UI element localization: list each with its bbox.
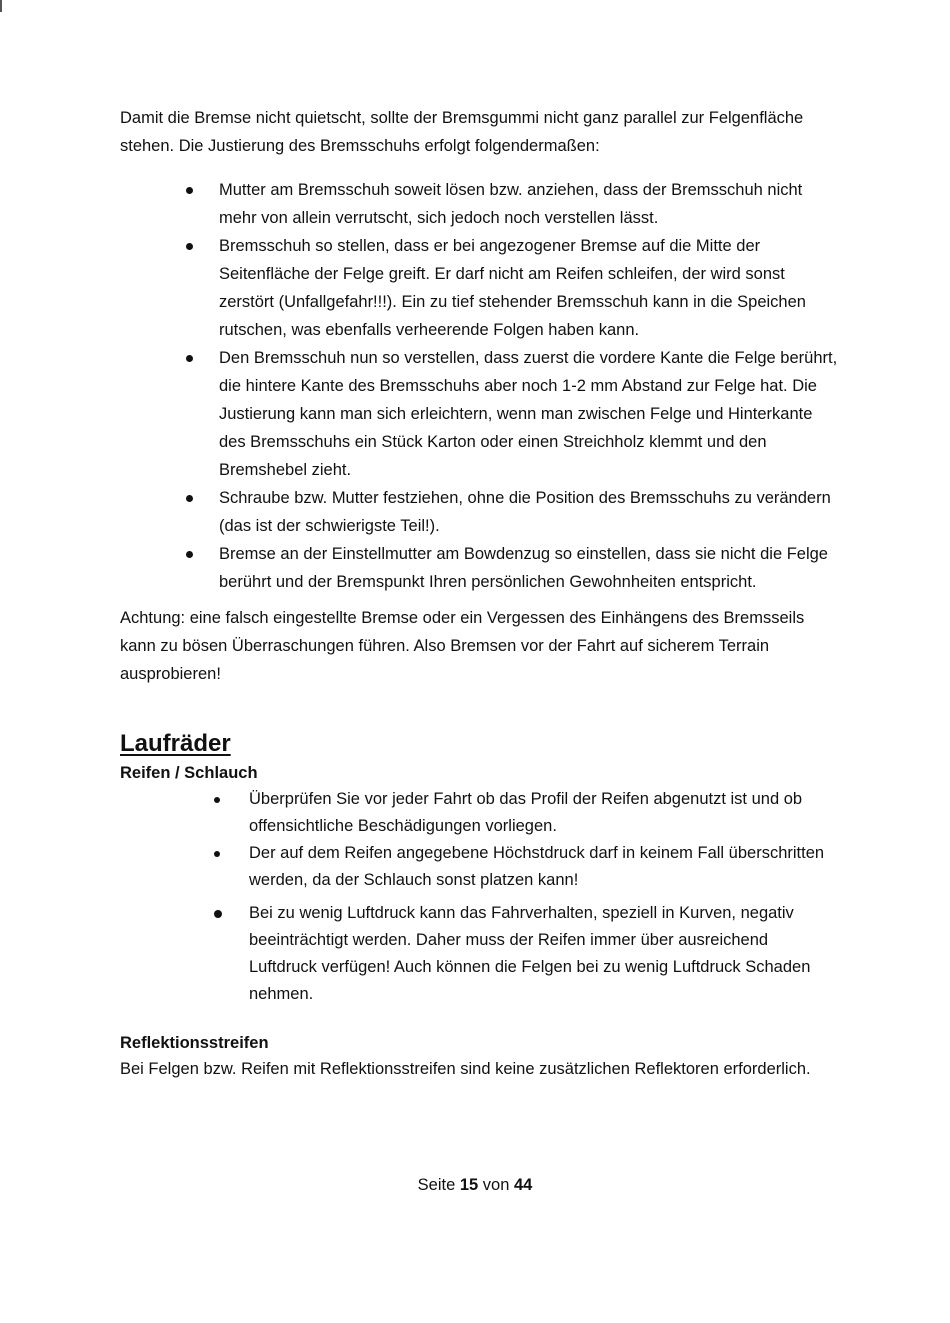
page-footer — [0, 1171, 950, 1199]
subheading-reifen-schlauch: Reifen / Schlauch — [120, 764, 258, 782]
footer-middle: von — [482, 1176, 510, 1194]
list-item: Mutter am Bremsschuh soweit lösen bzw. anziehen, dass der Bremsschuh nicht mehr von allein verrutscht, sich jedoch noch verstellen lässt. — [186, 176, 840, 232]
warning-paragraph: Achtung: eine falsch eingestellte Bremse oder ein Vergessen des Einhängens des Bremsseils kann zu bösen Überraschungen führen. Also Bremsen vor der Fahrt auf sicherem Terrain ausprobieren! — [120, 609, 805, 683]
section-heading-laufraeder: Laufräder — [120, 730, 231, 757]
list-item: Bei zu wenig Luftdruck kann das Fahrverhalten, speziell in Kurven, negativ beeinträchtigt werden. Daher muss der Reifen immer über ausreichend Luftdruck verfügen! Auch können die Felgen bei zu wenig Luftdruck Schaden nehmen. — [214, 900, 840, 1008]
footer-prefix: Seite — [417, 1176, 456, 1194]
footer-page-number: 15 — [459, 1176, 479, 1194]
list-item: Der auf dem Reifen angegebene Höchstdruck darf in keinem Fall überschritten werden, da der Schlauch sonst platzen kann! — [214, 840, 840, 894]
tire-checklist — [214, 786, 840, 1008]
list-item: Den Bremsschuh nun so verstellen, dass zuerst die vordere Kante die Felge berührt, die hintere Kante des Bremsschuhs aber noch 1-2 mm Abstand zur Felge hat. Die Justierung kann man sich erleichtern, wenn man zwischen Felge und Hinterkante des Bremsschuhs ein Stück Karton oder einen Streichholz klemmt und den Bremshebel zieht. — [186, 344, 840, 484]
intro-paragraph: Damit die Bremse nicht quietscht, sollte der Bremsgummi nicht ganz parallel zur Felgenfläche stehen. Die Justierung des Bremsschuhs erfolgt folgendermaßen: — [120, 109, 804, 155]
footer-page-total: 44 — [514, 1176, 533, 1194]
reflectors-paragraph: Bei Felgen bzw. Reifen mit Reflektionsstreifen sind keine zusätzlichen Reflektoren erforderlich. — [120, 1060, 811, 1078]
page-content — [120, 104, 840, 1083]
subheading-reflektionsstreifen: Reflektionsstreifen — [120, 1034, 269, 1052]
list-item: Bremse an der Einstellmutter am Bowdenzug so einstellen, dass sie nicht die Felge berührt und der Bremspunkt Ihren persönlichen Gewohnheiten entspricht. — [186, 540, 840, 596]
page-corner-mark — [0, 0, 2, 12]
list-item: Schraube bzw. Mutter festziehen, ohne die Position des Bremsschuhs zu verändern (das ist der schwierigste Teil!). — [186, 484, 840, 540]
list-item: Überprüfen Sie vor jeder Fahrt ob das Profil der Reifen abgenutzt ist und ob offensichtliche Beschädigungen vorliegen. — [214, 786, 840, 840]
list-item: Bremsschuh so stellen, dass er bei angezogener Bremse auf die Mitte der Seitenfläche der Felge greift. Er darf nicht am Reifen schleifen, der wird sonst zerstört (Unfallgefahr!!!). Ein zu tief stehender Bremsschuh kann in die Speichen rutschen, was ebenfalls verheerende Folgen haben kann. — [186, 232, 840, 344]
brake-adjustment-list — [186, 176, 840, 596]
